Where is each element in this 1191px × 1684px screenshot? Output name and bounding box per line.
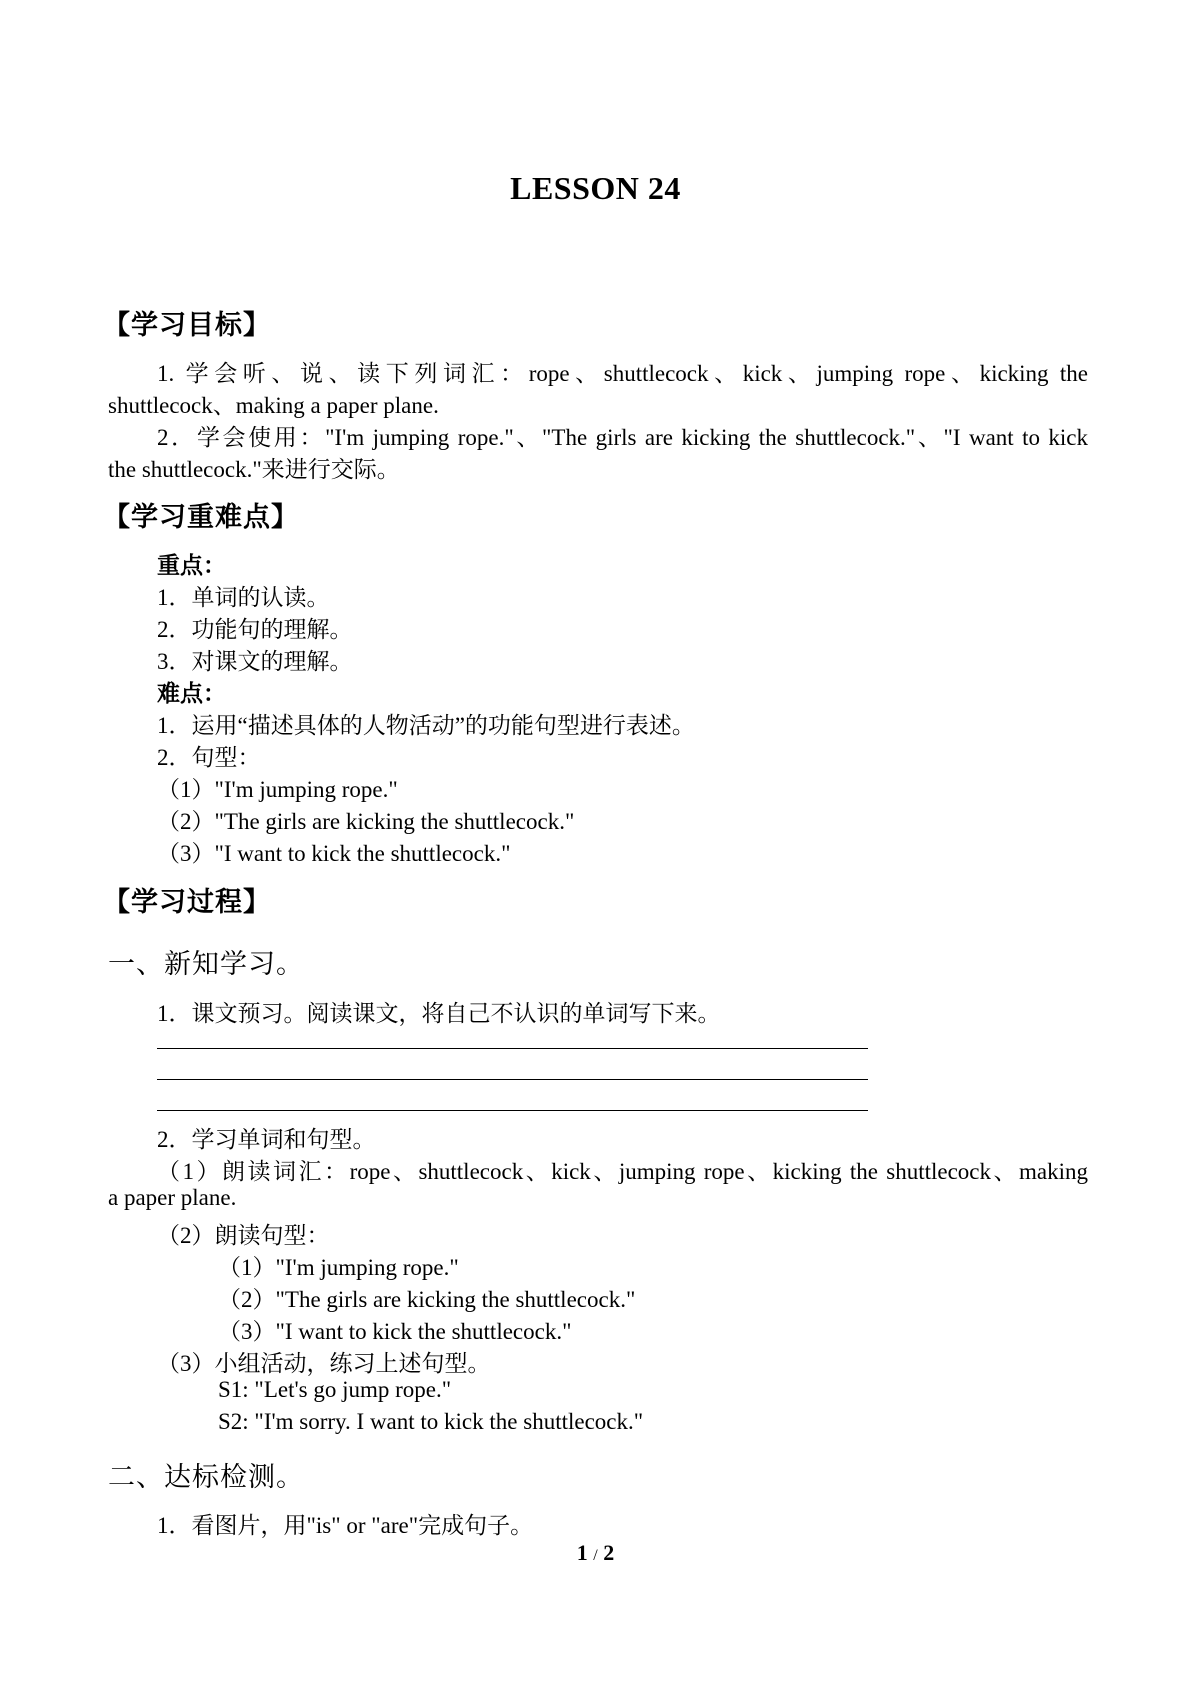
page-separator: / — [593, 1547, 598, 1564]
page-current: 1 — [576, 1540, 588, 1565]
part-1-heading: 一、新知学习。 — [108, 949, 304, 980]
read-patterns-label: （2）朗读句型： — [157, 1223, 330, 1248]
difficult-label: 难点： — [157, 681, 226, 706]
vocab-line-2: a paper plane. — [108, 1185, 237, 1210]
preview-task: 1．课文预习。阅读课文，将自己不认识的单词写下来。 — [157, 1001, 721, 1026]
task-1: 1．看图片，用"is" or "are"完成句子。 — [157, 1513, 534, 1538]
goal-1-line-1: 1. 学会听、说、读下列词汇：rope、shuttlecock、kick、jumping rope、kicking the — [157, 361, 1088, 386]
important-item: 3．对课文的理解。 — [157, 649, 353, 674]
goal-1-line-2: shuttlecock、making a paper plane. — [108, 393, 439, 418]
answer-line[interactable] — [157, 1048, 868, 1049]
important-item: 1．单词的认读。 — [157, 585, 330, 610]
sentence-pattern: （1）"I'm jumping rope." — [157, 777, 398, 802]
sentence-pattern: （3）"I want to kick the shuttlecock." — [157, 841, 511, 866]
difficult-item: 1．运用“描述具体的人物活动”的功能句型进行表述。 — [157, 713, 695, 738]
part-2-heading: 二、达标检测。 — [108, 1462, 304, 1493]
important-label: 重点： — [157, 553, 226, 578]
pattern-item: （1）"I'm jumping rope." — [218, 1255, 459, 1280]
important-item: 2．功能句的理解。 — [157, 617, 353, 642]
dialog-line: S2: "I'm sorry. I want to kick the shuttlecock." — [218, 1409, 644, 1434]
dialog-line: S1: "Let's go jump rope." — [218, 1377, 452, 1402]
process-header: 【学习过程】 — [103, 887, 271, 918]
page-number — [0, 1540, 1191, 1566]
pattern-item: （2）"The girls are kicking the shuttlecock." — [218, 1287, 636, 1312]
sentence-pattern: （2）"The girls are kicking the shuttlecock." — [157, 809, 575, 834]
difficult-item: 2．句型： — [157, 745, 261, 770]
group-activity: （3）小组活动，练习上述句型。 — [157, 1351, 491, 1376]
pattern-item: （3）"I want to kick the shuttlecock." — [218, 1319, 572, 1344]
goal-2-line-1: 2．学会使用："I'm jumping rope."、"The girls are kicking the shuttlecock."、"I want to kick — [157, 425, 1088, 450]
goals-header: 【学习目标】 — [103, 310, 271, 341]
goal-2-line-2: the shuttlecock."来进行交际。 — [108, 457, 400, 482]
page-total: 2 — [603, 1540, 615, 1565]
key-points-header: 【学习重难点】 — [103, 502, 299, 533]
answer-line[interactable] — [157, 1110, 868, 1111]
answer-line[interactable] — [157, 1079, 868, 1080]
study-task: 2．学习单词和句型。 — [157, 1127, 376, 1152]
vocab-line-1: （1）朗读词汇：rope、shuttlecock、kick、jumping rope、kicking the shuttlecock、making — [157, 1159, 1088, 1184]
lesson-title: LESSON 24 — [510, 170, 681, 206]
